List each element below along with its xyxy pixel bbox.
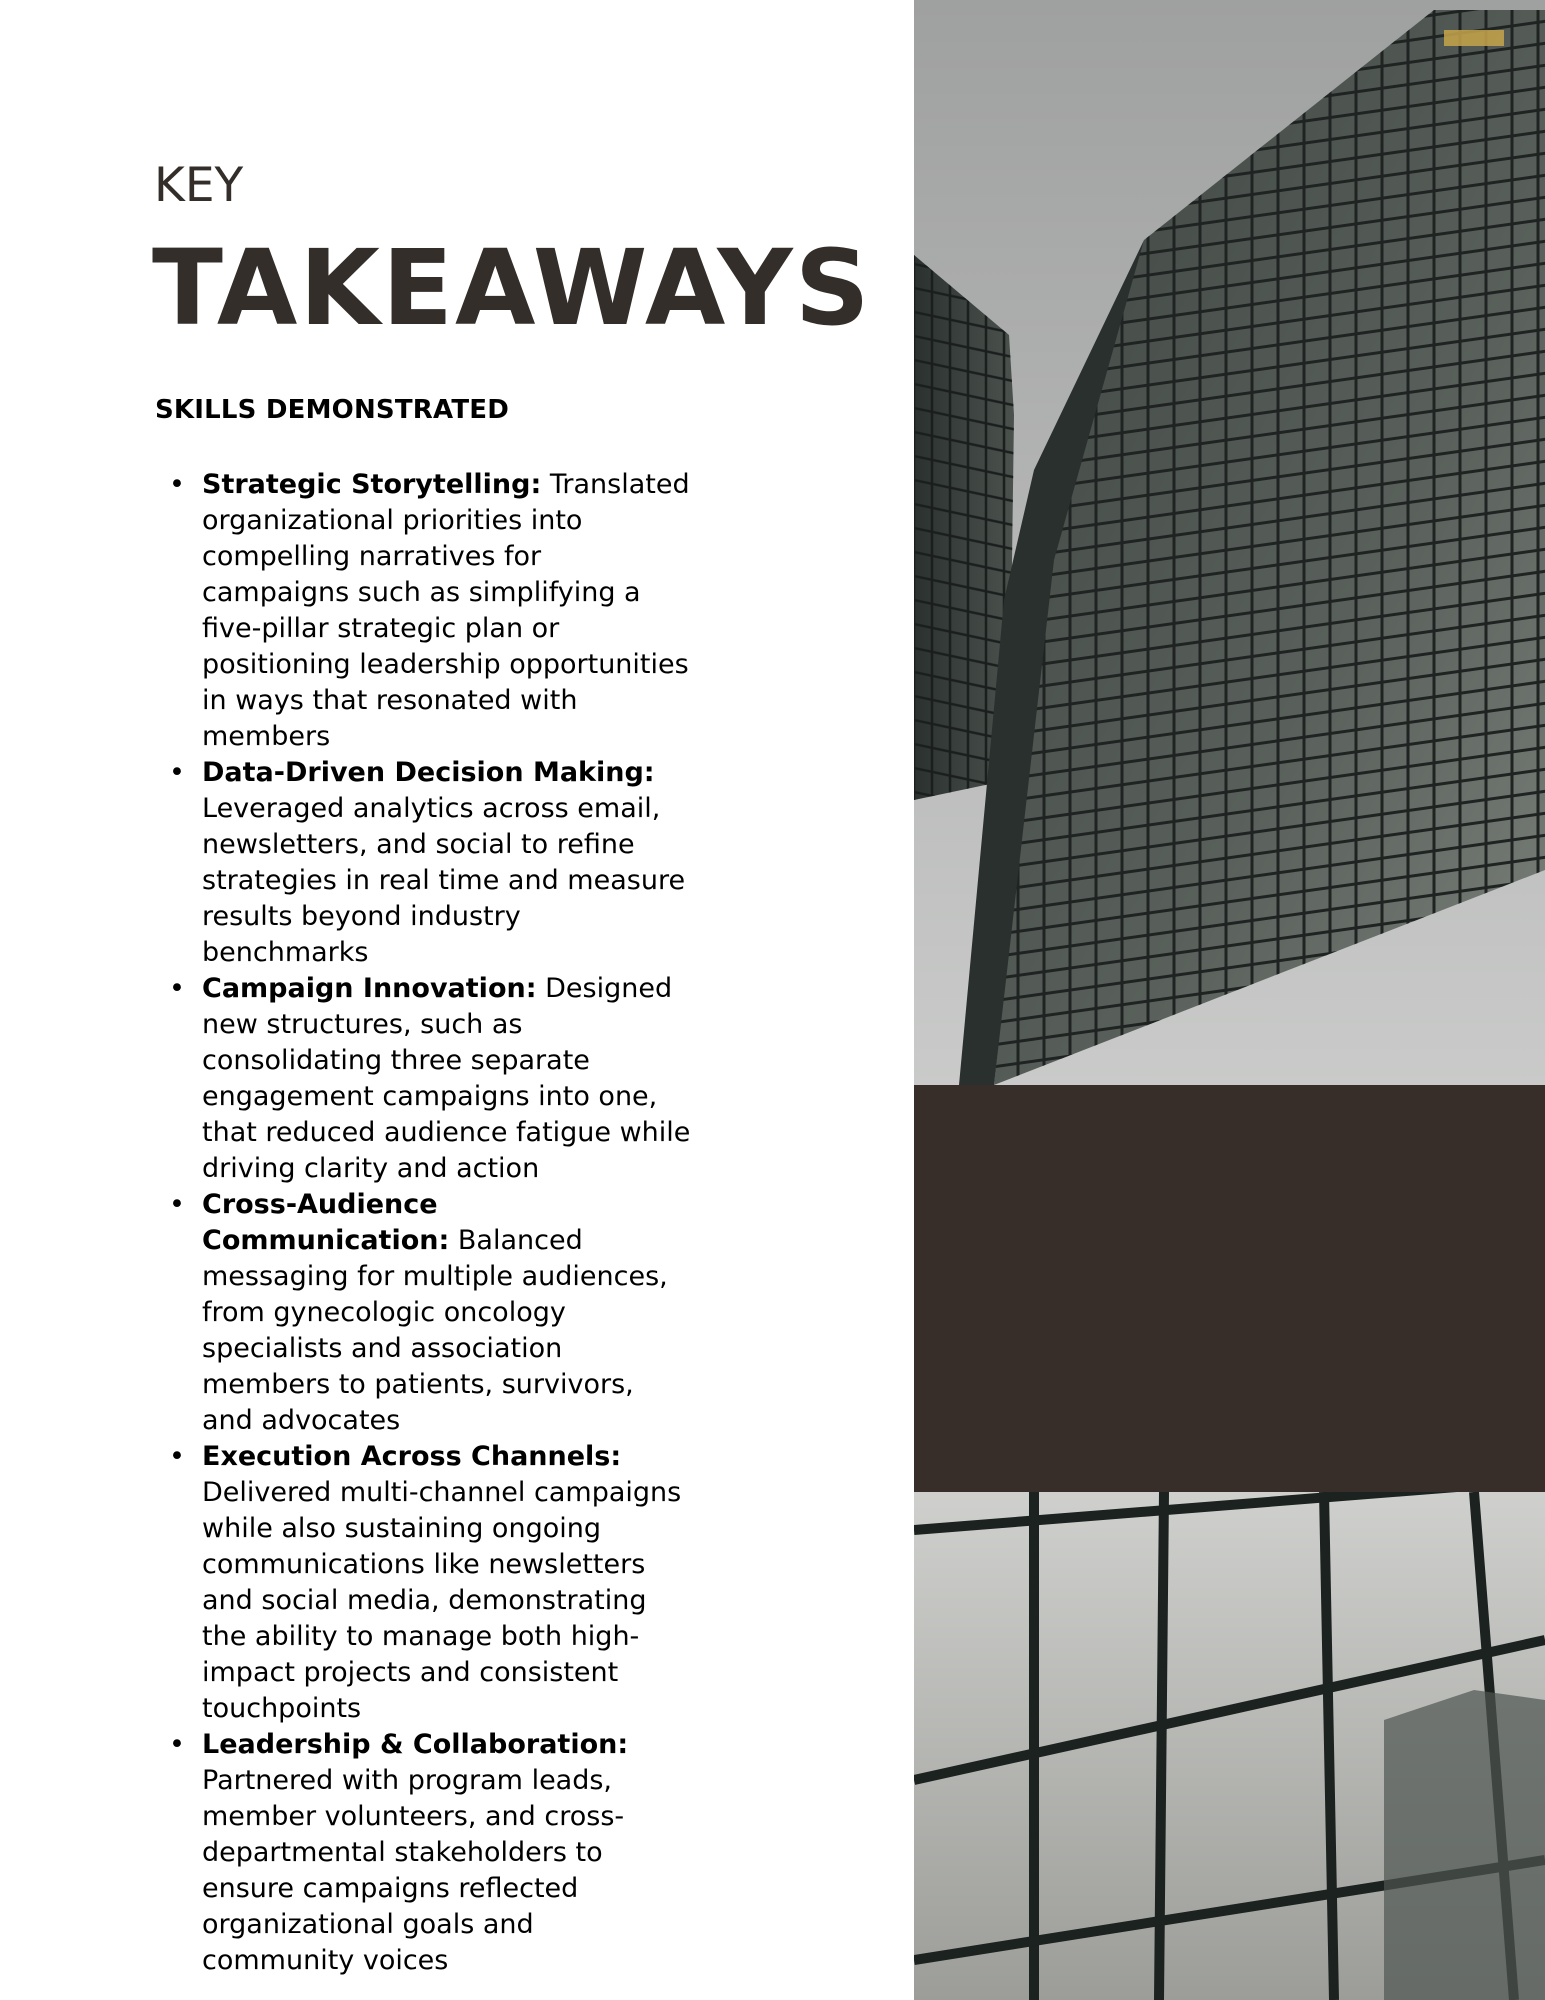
skill-text: Leveraged analytics across email, newsletters, and social to refine strategies in real time and measure results beyond industry benchmarks — [202, 793, 686, 968]
skill-label: Campaign Innovation: — [202, 973, 537, 1004]
skill-label: Strategic Storytelling: — [202, 469, 542, 500]
kicker-heading: KEY — [154, 158, 244, 213]
skill-label: Leadership & Collaboration: — [202, 1729, 629, 1760]
list-item — [0, 755, 700, 971]
skill-label: Execution Across Channels: — [202, 1441, 622, 1472]
skill-text: Translated organizational priorities into compelling narratives for campaigns such as simplifying a five-pillar strategic plan or positioning leadership opportunities in ways that resonated with members — [202, 469, 690, 752]
list-item — [0, 971, 700, 1187]
skill-label: Cross-Audience Communication: — [202, 1189, 450, 1256]
bullet-icon: • — [169, 973, 185, 1004]
list-item — [0, 1439, 700, 1727]
skill-label: Data-Driven Decision Making: — [202, 757, 655, 788]
list-item — [0, 467, 700, 755]
skyscraper-photo — [914, 0, 1545, 2000]
list-item — [0, 1187, 700, 1439]
skill-text: Balanced messaging for multiple audiences, from gynecologic oncology specialists and association members to patients, survivors, and advocates — [202, 1225, 668, 1436]
bullet-icon: • — [169, 1441, 185, 1472]
list-item — [0, 1727, 700, 1979]
skill-text: Partnered with program leads, member volunteers, and cross-departmental stakeholders to ensure campaigns reflected organizational goals and community voices — [202, 1765, 625, 1976]
skill-text: Designed new structures, such as consolidating three separate engagement campaigns into one, that reduced audience fatigue while driving clarity and action — [202, 973, 691, 1184]
skyscraper-illustration — [914, 0, 1545, 2000]
section-heading: SKILLS DEMONSTRATED — [155, 395, 510, 425]
bullet-icon: • — [169, 757, 185, 788]
bullet-icon: • — [169, 1729, 185, 1760]
color-band — [914, 1085, 1545, 1492]
skills-list — [0, 467, 700, 1979]
bullet-icon: • — [169, 469, 185, 500]
skill-text: Delivered multi-channel campaigns while also sustaining ongoing communications like newsletters and social media, demonstrating the ability to manage both high-impact projects and consistent touchpoints — [202, 1477, 682, 1724]
page-title: TAKEAWAYS — [152, 227, 872, 349]
bullet-icon: • — [169, 1189, 185, 1220]
